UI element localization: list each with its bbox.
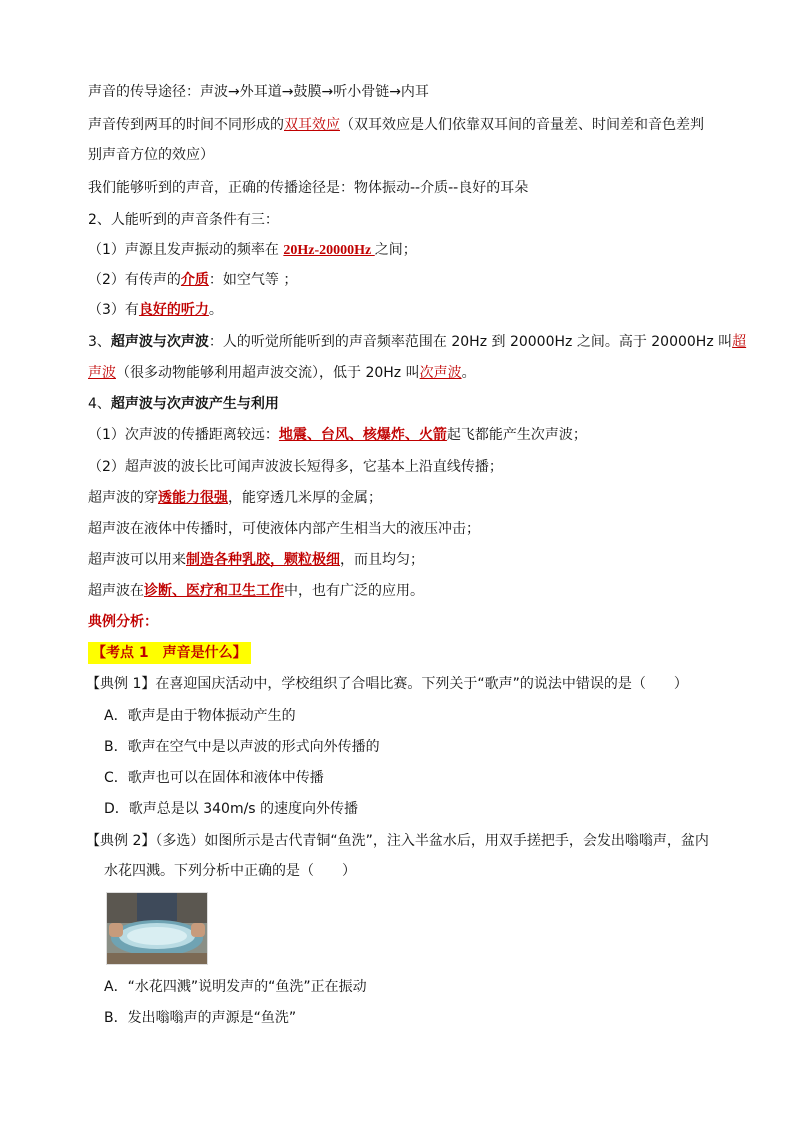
heading-uses: 4、超声波与次声波产生与利用: [88, 396, 279, 412]
example-1-option-a: A．歌声是由于物体振动产生的: [104, 708, 296, 724]
term-binaural-effect: 双耳效应: [284, 117, 340, 133]
example-1-option-c: C．歌声也可以在固体和液体中传播: [104, 770, 324, 786]
example-1-option-d: D．歌声总是以 340m/s 的速度向外传播: [104, 801, 359, 817]
text-line: 声音传到两耳的时间不同形成的双耳效应（双耳效应是人们依靠双耳间的音量差、时间差和音色差判: [88, 117, 704, 133]
text-line: （2）超声波的波长比可闻声波波长短得多，它基本上沿直线传播；: [88, 459, 503, 475]
text-line: 3、超声波与次声波：人的听觉所能听到的声音频率范围在 20Hz 到 20000Hz 之间。高于 20000Hz 叫超: [88, 334, 747, 350]
fish-basin-photo: [106, 892, 208, 965]
condition-1: （1）声源且发声振动的频率在 20Hz-20000Hz 之间；: [88, 242, 417, 258]
heading-conditions: 2、人能听到的声音条件有三：: [88, 212, 279, 228]
text-line: 超声波可以用来制造各种乳胶，颗粒极细，而且均匀；: [88, 552, 424, 568]
term-medium: 介质: [180, 272, 209, 288]
text-line: 别声音方位的效应）: [88, 147, 214, 163]
text-line: 超声波在诊断、医疗和卫生工作中，也有广泛的应用。: [88, 583, 424, 599]
text-line: 超声波的穿透能力很强，能穿透几米厚的金属；: [88, 490, 382, 506]
section-tag: 【考点 1 声音是什么】: [88, 642, 251, 664]
text-line: （1）次声波的传播距离较远：地震、台风、核爆炸、火箭起飞都能产生次声波；: [88, 427, 587, 443]
text-line: 声音的传导途径：声波→外耳道→鼓膜→听小骨链→内耳: [88, 84, 429, 100]
example-2-stem-cont: 水花四溅。下列分析中正确的是（ ）: [104, 863, 356, 879]
condition-3: （3）有良好的听力。: [88, 302, 223, 318]
example-2-stem: 【典例 2】（多选）如图所示是古代青铜“鱼洗”，注入半盆水后，用双手搓把手，会发出嗡嗡声，盆内: [86, 833, 709, 849]
example-1-stem: 【典例 1】在喜迎国庆活动中，学校组织了合唱比赛。下列关于“歌声”的说法中错误的是（ ）: [86, 676, 688, 692]
text-line: 我们能够听到的声音，正确的传播途径是：物体振动--介质--良好的耳朵: [88, 180, 529, 196]
frequency-range: 20Hz-20000Hz: [283, 243, 375, 258]
example-1-option-b: B．歌声在空气中是以声波的形式向外传播的: [104, 739, 380, 755]
example-analysis-heading: 典例分析：: [88, 614, 158, 630]
example-2-option-a: A．“水花四溅”说明发声的“鱼洗”正在振动: [104, 979, 367, 995]
text-line: 声波（很多动物能够利用超声波交流），低于 20Hz 叫次声波。: [88, 365, 476, 381]
condition-2: （2）有传声的介质：如空气等 ；: [88, 272, 298, 288]
text-line: 超声波在液体中传播时，可使液体内部产生相当大的液压冲击；: [88, 521, 480, 537]
term-good-hearing: 良好的听力: [138, 302, 209, 318]
example-2-option-b: B．发出嗡嗡声的声源是“鱼洗”: [104, 1010, 297, 1026]
